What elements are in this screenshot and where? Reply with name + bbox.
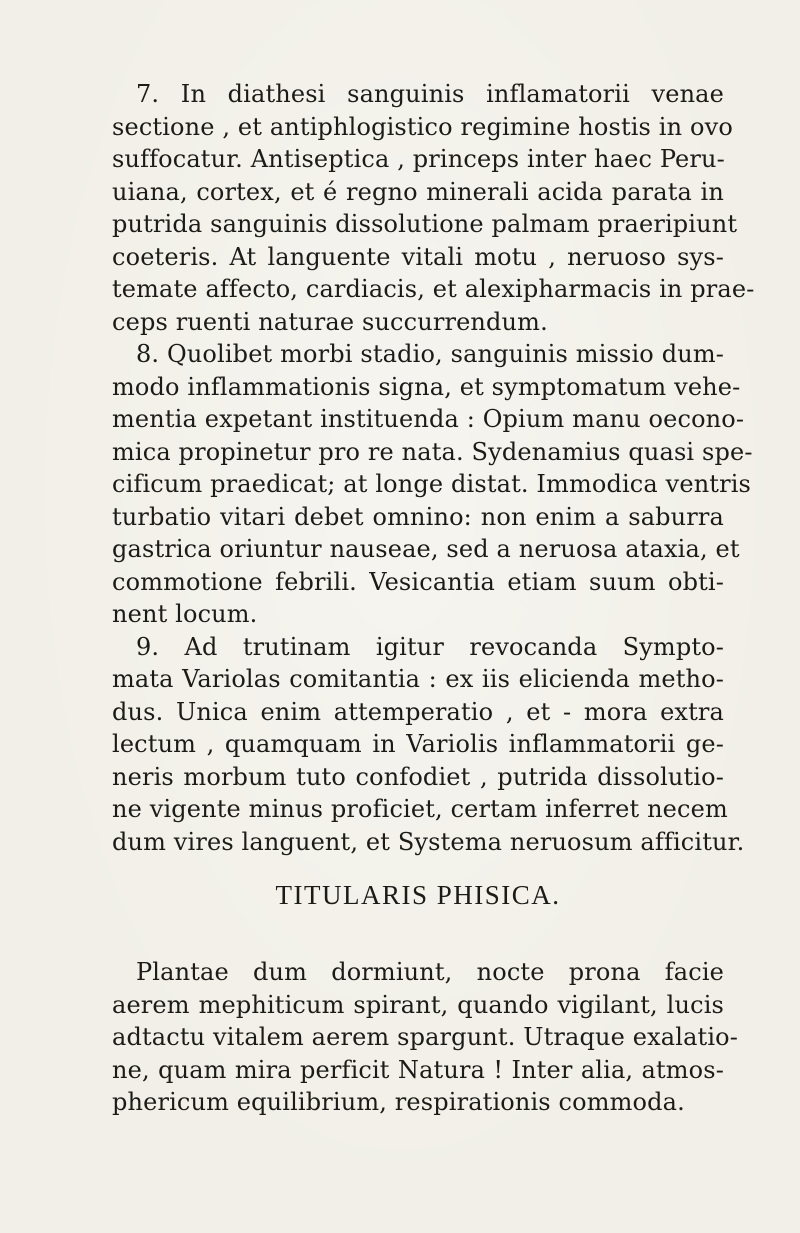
text-line: 7. In diathesi sanguinis inflamatorii venae xyxy=(136,80,724,108)
text-line: Plantae dum dormiunt, nocte prona facie xyxy=(136,958,724,986)
main-text-block xyxy=(112,78,755,858)
text-line: suffocatur. Antiseptica , princeps inter haec Peru- xyxy=(112,145,725,173)
text-line: modo inflammationis signa, et symptomatum vehe- xyxy=(112,372,741,401)
text-line: ne vigente minus proficiet, certam inferret necem xyxy=(112,795,728,823)
text-line: 8. Quolibet morbi stadio, sanguinis missio dum- xyxy=(136,340,724,368)
text-line: dum vires languent, et Systema neruosum afficitur. xyxy=(112,827,745,856)
text-line: dus. Unica enim attemperatio , et - mora extra xyxy=(112,697,724,726)
text-line: cificum praedicat; at longe distat. Immodica ventris xyxy=(112,470,752,498)
text-line: gastrica oriuntur nauseae, sed a neruosa ataxia, et xyxy=(112,535,740,563)
text-line: neris morbum tuto confodiet , putrida dissolutio- xyxy=(112,762,724,791)
text-line: putrida sanguinis dissolutione palmam praeripiunt xyxy=(112,210,738,238)
text-line: turbatio vitari debet omnino: non enim a saburra xyxy=(112,502,724,531)
text-line: mata Variolas comitantia : ex iis elicienda metho- xyxy=(112,665,724,693)
text-line: aerem mephiticum spirant, quando vigilant, lucis xyxy=(112,990,724,1019)
text-line: sectione , et antiphlogistico regimine hostis in ovo xyxy=(112,112,733,141)
text-line: nent locum. xyxy=(112,600,258,628)
text-line: lectum , quamquam in Variolis inflammatorii ge- xyxy=(112,730,724,758)
text-line: mica propinetur pro re nata. Sydenamius quasi spe- xyxy=(112,437,753,466)
text-line: uiana, cortex, et é regno minerali acida parata in xyxy=(112,177,724,206)
text-line: 9. Ad trutinam igitur revocanda Sympto- xyxy=(136,632,724,661)
text-line: temate affecto, cardiacis, et alexipharmacis in prae- xyxy=(112,275,755,303)
text-line: ceps ruenti naturae succurrendum. xyxy=(112,307,548,336)
text-line: ne, quam mira perficit Natura ! Inter alia, atmos- xyxy=(112,1055,724,1084)
text-line: commotione febrili. Vesicantia etiam suum obti- xyxy=(112,567,724,596)
section-heading: TITULARIS PHISICA. xyxy=(275,880,561,910)
text-line: phericum equilibrium, respirationis commoda. xyxy=(112,1088,685,1116)
second-text-block xyxy=(112,956,739,1119)
text-line: coeteris. At languente vitali motu , neruoso sys- xyxy=(112,242,724,271)
text-line: mentia expetant instituenda : Opium manu oecono- xyxy=(112,405,745,433)
text-line: adtactu vitalem aerem spargunt. Utraque exalatio- xyxy=(112,1023,739,1051)
